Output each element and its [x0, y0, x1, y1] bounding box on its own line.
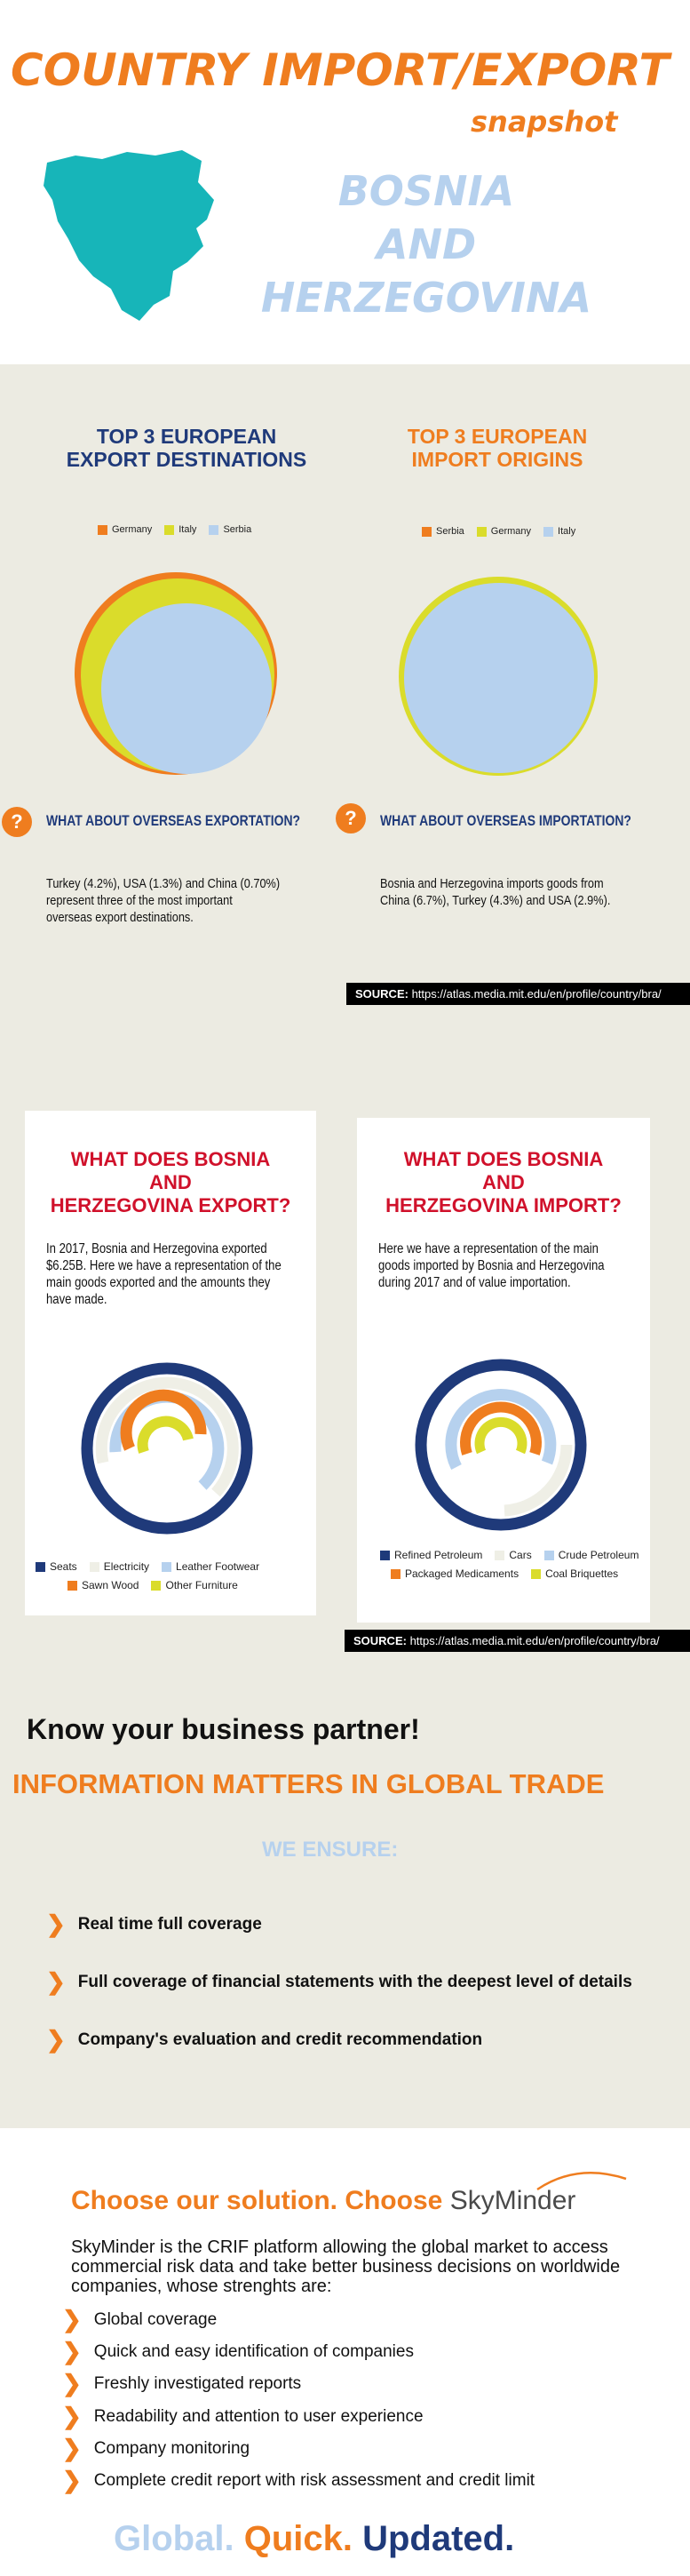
chevron-right-icon: ❯ — [46, 1968, 66, 1995]
legend-item: Crude Petroleum — [544, 1549, 639, 1561]
skyminder-swoosh-icon — [533, 2166, 631, 2193]
page-title: COUNTRY IMPORT/EXPORT — [11, 44, 670, 96]
chevron-right-icon: ❯ — [62, 2435, 82, 2461]
legend-item: Leather Footwear — [162, 1560, 259, 1573]
chevron-right-icon: ❯ — [46, 1910, 66, 1937]
legend-item: Germany — [477, 526, 531, 537]
question-icon: ? — [2, 807, 32, 837]
legend-item: Packaged Medicaments — [391, 1567, 519, 1580]
ensure-item: ❯ Real time full coverage — [46, 1910, 262, 1937]
legend-item: Italy — [164, 524, 196, 535]
feature-item: ❯ Readability and attention to user experience — [62, 2403, 424, 2429]
export-card — [25, 1111, 316, 1615]
chevron-right-icon: ❯ — [46, 2026, 66, 2053]
feature-item: ❯ Global coverage — [62, 2306, 218, 2333]
legend-item: Electricity — [90, 1560, 149, 1573]
export-serbia-circle — [101, 603, 272, 774]
solution-description: SkyMinder is the CRIF platform allowing the global market to access commercial risk data and take better business decisions on worldwide companies, whose strenghts are: — [71, 2237, 621, 2296]
export-card-text: In 2017, Bosnia and Herzegovina exported $6.25B. Here we have a representation of the main goods exported and the amounts they have made. — [46, 1241, 282, 1307]
ensure-item: ❯ Company's evaluation and credit recommendation — [46, 2026, 483, 2053]
chevron-right-icon: ❯ — [62, 2467, 82, 2493]
export-goods-legend-2 — [67, 1579, 238, 1591]
chevron-right-icon: ❯ — [62, 2370, 82, 2397]
import-card-title: WHAT DOES BOSNIA AND HERZEGOVINA IMPORT? — [385, 1148, 622, 1216]
partner-headline: Know your business partner! — [27, 1713, 420, 1745]
ensure-heading: WE ENSURE: — [262, 1838, 399, 1862]
export-goods-chart — [78, 1360, 265, 1537]
import-italy-circle — [404, 583, 594, 773]
chevron-right-icon: ❯ — [62, 2338, 82, 2365]
skyminder-logo: SkyMinder — [449, 2186, 576, 2215]
export-destinations-chart — [71, 569, 284, 782]
import-card-text: Here we have a representation of the main goods imported by Bosnia and Herzegovina during 2017 and of value importation. — [378, 1241, 605, 1290]
feature-item: ❯ Company monitoring — [62, 2435, 250, 2461]
legend-item: Coal Briquettes — [531, 1567, 618, 1580]
legend-item: Italy — [543, 526, 575, 537]
chevron-right-icon: ❯ — [62, 2306, 82, 2333]
coal-briquettes-ring — [480, 1422, 522, 1452]
page-subtitle: snapshot — [471, 105, 618, 139]
export-destinations-title: TOP 3 EUROPEAN EXPORT DESTINATIONS — [66, 425, 307, 471]
source-note: SOURCE: https://atlas.media.mit.edu/en/profile/country/bra/ — [346, 983, 690, 1005]
choose-heading: Choose our solution. Choose SkyMinder — [71, 2186, 576, 2215]
overseas-export-question: WHAT ABOUT OVERSEAS EXPORTATION? — [46, 812, 301, 829]
import-origins-chart — [395, 573, 608, 786]
legend-item: Germany — [98, 524, 152, 535]
overseas-export-text: Turkey (4.2%), USA (1.3%) and China (0.70%) represent three of the most important overseas export destinations. — [46, 876, 281, 925]
legend-item: Serbia — [209, 524, 251, 535]
country-name: BOSNIA AND HERZEGOVINA — [260, 167, 592, 322]
ensure-item: ❯ Full coverage of financial statements with the deepest level of details — [46, 1968, 632, 1995]
overseas-import-question: WHAT ABOUT OVERSEAS IMPORTATION? — [380, 812, 631, 829]
feature-item: ❯ Quick and easy identification of companies — [62, 2338, 414, 2365]
legend-item: Cars — [495, 1549, 531, 1561]
legend-item: Refined Petroleum — [380, 1549, 482, 1561]
export-card-title: WHAT DOES BOSNIA AND HERZEGOVINA EXPORT? — [50, 1148, 291, 1216]
feature-item: ❯ Complete credit report with risk assessment and credit limit — [62, 2467, 535, 2493]
header — [0, 0, 690, 364]
legend-item: Seats — [36, 1560, 77, 1573]
bosnia-map — [40, 147, 226, 324]
import-origins-title: TOP 3 EUROPEAN IMPORT ORIGINS — [407, 425, 588, 471]
import-goods-legend — [380, 1549, 638, 1561]
legend-item: Other Furniture — [151, 1579, 237, 1591]
feature-item: ❯ Freshly investigated reports — [62, 2370, 302, 2397]
legend-item: Sawn Wood — [67, 1579, 139, 1591]
import-goods-chart — [412, 1356, 599, 1534]
legend-item: Serbia — [422, 526, 464, 537]
source-link[interactable]: https://atlas.media.mit.edu/en/profile/country/bra/ — [409, 1634, 660, 1647]
partner-tagline: INFORMATION MATTERS IN GLOBAL TRADE — [12, 1768, 605, 1799]
import-goods-legend-2 — [391, 1567, 618, 1580]
import-card — [357, 1118, 650, 1623]
question-icon: ? — [336, 803, 366, 833]
source-link[interactable]: https://atlas.media.mit.edu/en/profile/country/bra/ — [411, 987, 662, 1001]
export-goods-legend — [36, 1560, 259, 1573]
export-legend — [98, 524, 251, 535]
slogan: Global. Quick. Updated. — [114, 2519, 515, 2558]
overseas-import-text: Bosnia and Herzegovina imports goods from China (6.7%), Turkey (4.3%) and USA (2.9%). — [380, 876, 611, 908]
other-furniture-ring — [143, 1422, 188, 1452]
chevron-right-icon: ❯ — [62, 2403, 82, 2429]
source-note: SOURCE: https://atlas.media.mit.edu/en/profile/country/bra/ — [345, 1630, 690, 1652]
refined-petroleum-ring — [421, 1365, 581, 1525]
import-legend — [422, 526, 575, 537]
